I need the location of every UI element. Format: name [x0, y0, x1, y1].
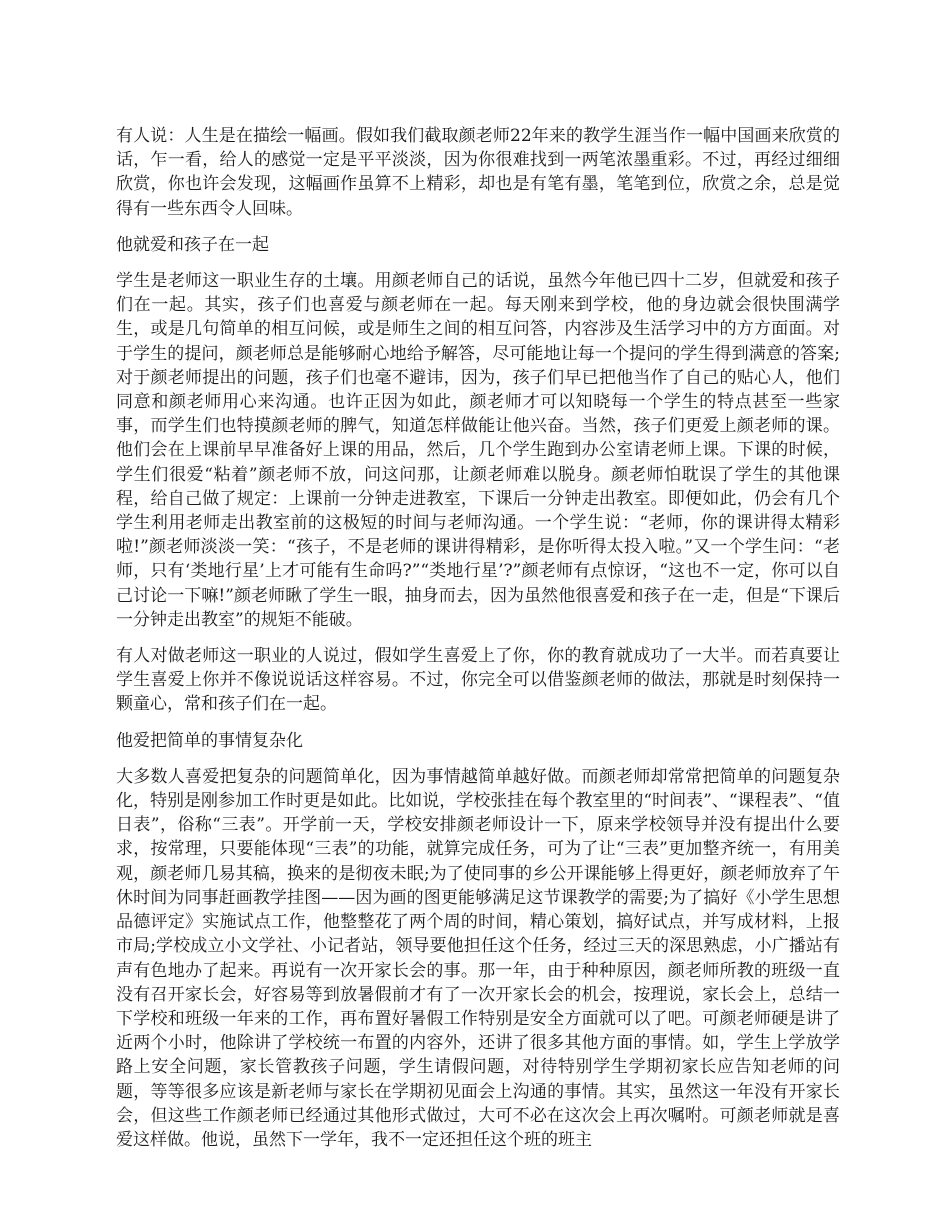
document-body: [116, 124, 840, 1164]
section-1-summary-paragraph: 有人对做老师这一职业的人说过，假如学生喜爱上了你，你的教育就成功了一大半。而若真要让学生喜爱上你并不像说说话这样容易。不过，你完全可以借鉴颜老师的做法，那就是时刻保持一颗童心，常和孩子们在一起。: [116, 646, 840, 715]
section-2-paragraph: 大多数人喜爱把复杂的问题简单化，因为事情越简单越好做。而颜老师却常常把简单的问题复杂化，特别是刚参加工作时更是如此。比如说，学校张挂在每个教室里的“时间表”、“课程表”、“值日表”，俗称“三表”。开学前一天，学校安排颜老师设计一下，原来学校领导并没有提出什么要求，按常理，只要能体现“三表”的功能，就算完成任务，可为了让“三表”更加整齐统一，有用美观，颜老师几易其稿，换来的是彻夜未眠;为了使同事的乡公开课能够上得更好，颜老师放弃了午休时间为同事赶画教学挂图——因为画的图更能够满足这节课教学的需要;为了搞好《小学生思想品德评定》实施试点工作，他整整花了两个周的时间，精心策划，搞好试点，并写成材料，上报市局;学校成立小文学社、小记者站，领导要他担任这个任务，经过三天的深思熟虑，小广播站有声有色地办了起来。再说有一次开家长会的事。那一年，由于种种原因，颜老师所教的班级一直没有召开家长会，好容易等到放暑假前才有了一次开家长会的机会，按理说，家长会上，总结一下学校和班级一年来的工作，再布置好暑假工作特别是安全方面就可以了吧。可颜老师硬是讲了近两个小时，他除讲了学校统一布置的内容外，还讲了很多其他方面的事情。如，学生上学放学路上安全问题，家长管教孩子问题，学生请假问题，对待特别学生学期初家长应告知老师的问题，等等很多应该是新老师与家长在学期初见面会上沟通的事情。其实，虽然这一年没有开家长会，但这些工作颜老师已经通过其他形式做过，大可不必在这次会上再次嘱咐。可颜老师就是喜爱这样做。他说，虽然下一学年，我不一定还担任这个班的班主: [116, 766, 840, 1150]
section-1-paragraph: 学生是老师这一职业生存的土壤。用颜老师自己的话说，虽然今年他已四十二岁，但就爱和孩子们在一起。其实，孩子们也喜爱与颜老师在一起。每天刚来到学校，他的身边就会很快围满学生，或是几句简单的相互问候，或是师生之间的相互问答，内容涉及生活学习中的方方面面。对于学生的提问，颜老师总是能够耐心地给予解答，尽可能地让每一个提问的学生得到满意的答案;对于颜老师提出的问题，孩子们也毫不避讳，因为，孩子们早已把他当作了自己的贴心人，他们同意和颜老师用心来沟通。也许正因为如此，颜老师才可以知晓每一个学生的特点甚至一些家事，而学生们也特摸颜老师的脾气，知道怎样做能让他兴奋。当然，孩子们更爱上颜老师的课。他们会在上课前早早准备好上课的用品，然后，几个学生跑到办公室请老师上课。下课的时候，学生们很爱“粘着”颜老师不放，问这问那，让颜老师难以脱身。颜老师怕耽误了学生的其他课程，给自己做了规定：上课前一分钟走进教室，下课后一分钟走出教室。即便如此，仍会有几个学生利用老师走出教室前的这极短的时间与老师沟通。一个学生说：“老师，你的课讲得太精彩啦!”颜老师淡淡一笑：“孩子，不是老师的课讲得精彩，是你听得太投入啦。”又一个学生问：“老师，只有‘类地行星’上才可能有生命吗?”“类地行星’?”颜老师有点惊讶，“这也不一定，你可以自己讨论一下嘛!”颜老师瞅了学生一眼，抽身而去，因为虽然他很喜爱和孩子在一走，但是“下课后一分钟走出教室”的规矩不能破。: [116, 271, 840, 630]
intro-paragraph: 有人说：人生是在描绘一幅画。假如我们截取颜老师22年来的教学生涯当作一幅中国画来欣赏的话，乍一看，给人的感觉一定是平平淡淡，因为你很难找到一两笔浓墨重彩。不过，再经过细细欣赏，你也许会发现，这幅画作虽算不上精彩，却也是有笔有墨，笔笔到位，欣赏之余，总是觉得有一些东西令人回味。: [116, 126, 840, 219]
section-heading-2: 他爱把简单的事情复杂化: [116, 730, 303, 751]
section-heading-1: 他就爱和孩子在一起: [116, 234, 269, 255]
